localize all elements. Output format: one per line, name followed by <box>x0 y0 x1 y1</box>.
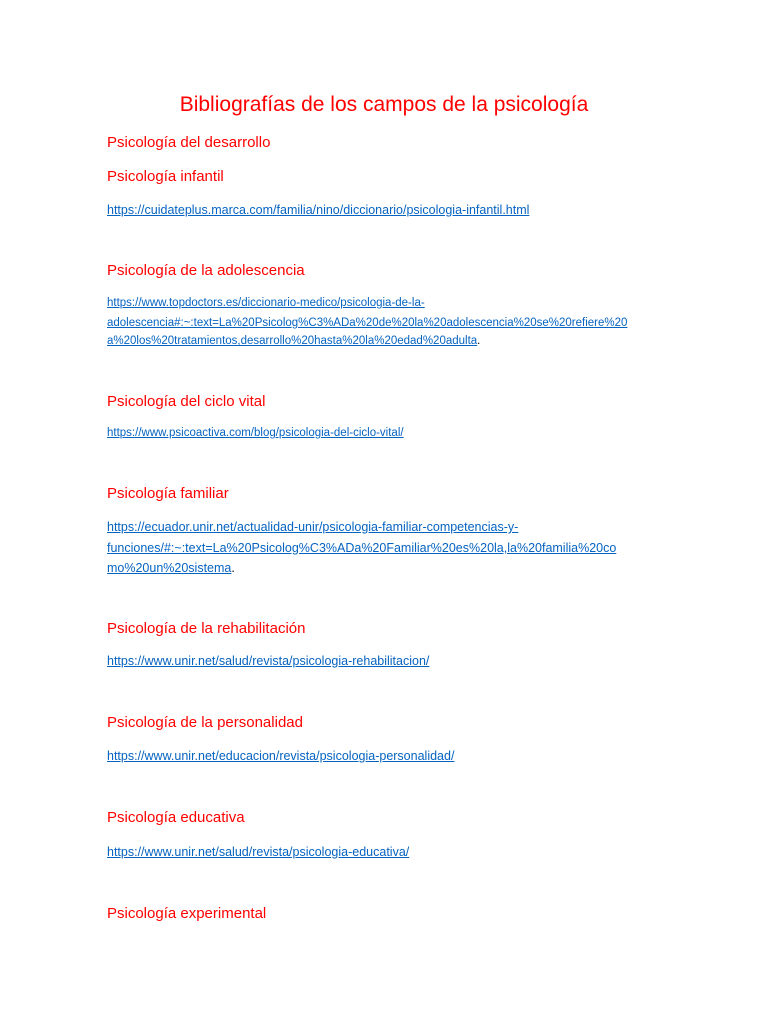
link-psicologia-infantil[interactable]: https://cuidateplus.marca.com/familia/nino/diccionario/psicologia-infantil.html <box>107 203 530 217</box>
heading-psicologia-personalidad: Psicología de la personalidad <box>107 714 303 731</box>
link-psicologia-personalidad[interactable]: https://www.unir.net/educacion/revista/psicologia-personalidad/ <box>107 749 455 763</box>
period: . <box>477 335 481 347</box>
link-psicologia-educativa[interactable]: https://www.unir.net/salud/revista/psicologia-educativa/ <box>107 845 410 859</box>
link-psicologia-adolescencia-line-2[interactable]: adolescencia#:~:text=La%20Psicolog%C3%ADa%20de%20la%20adolescencia%20se%20refiere%20 <box>107 317 628 329</box>
link-psicologia-familiar-line-3[interactable]: mo%20un%20sistema <box>107 561 232 575</box>
link-psicologia-adolescencia-line-3-wrap <box>107 331 480 351</box>
link-psicologia-ciclo-vital[interactable]: https://www.psicoactiva.com/blog/psicologia-del-ciclo-vital/ <box>107 427 404 439</box>
link-psicologia-familiar-line-2[interactable]: funciones/#:~:text=La%20Psicolog%C3%ADa%20Familiar%20es%20la,la%20familia%20co <box>107 541 617 555</box>
heading-psicologia-desarrollo: Psicología del desarrollo <box>107 134 271 151</box>
link-psicologia-rehabilitacion[interactable]: https://www.unir.net/salud/revista/psicologia-rehabilitacion/ <box>107 654 430 668</box>
period: . <box>231 561 235 575</box>
heading-psicologia-adolescencia: Psicología de la adolescencia <box>107 262 305 279</box>
heading-psicologia-infantil: Psicología infantil <box>107 168 224 185</box>
link-psicologia-adolescencia-line-3[interactable]: a%20los%20tratamientos,desarrollo%20hasta%20la%20edad%20adulta <box>107 335 478 347</box>
link-psicologia-familiar-line-3-wrap <box>107 558 235 578</box>
heading-psicologia-rehabilitacion: Psicología de la rehabilitación <box>107 620 306 637</box>
heading-psicologia-familiar: Psicología familiar <box>107 485 229 502</box>
heading-psicologia-educativa: Psicología educativa <box>107 809 245 826</box>
heading-psicologia-experimental: Psicología experimental <box>107 905 267 922</box>
link-psicologia-adolescencia-line-1[interactable]: https://www.topdoctors.es/diccionario-medico/psicologia-de-la- <box>107 297 425 309</box>
heading-psicologia-ciclo-vital: Psicología del ciclo vital <box>107 393 266 410</box>
page-title: Bibliografías de los campos de la psicología <box>179 93 589 116</box>
link-psicologia-familiar-line-1[interactable]: https://ecuador.unir.net/actualidad-unir/psicologia-familiar-competencias-y- <box>107 520 519 534</box>
